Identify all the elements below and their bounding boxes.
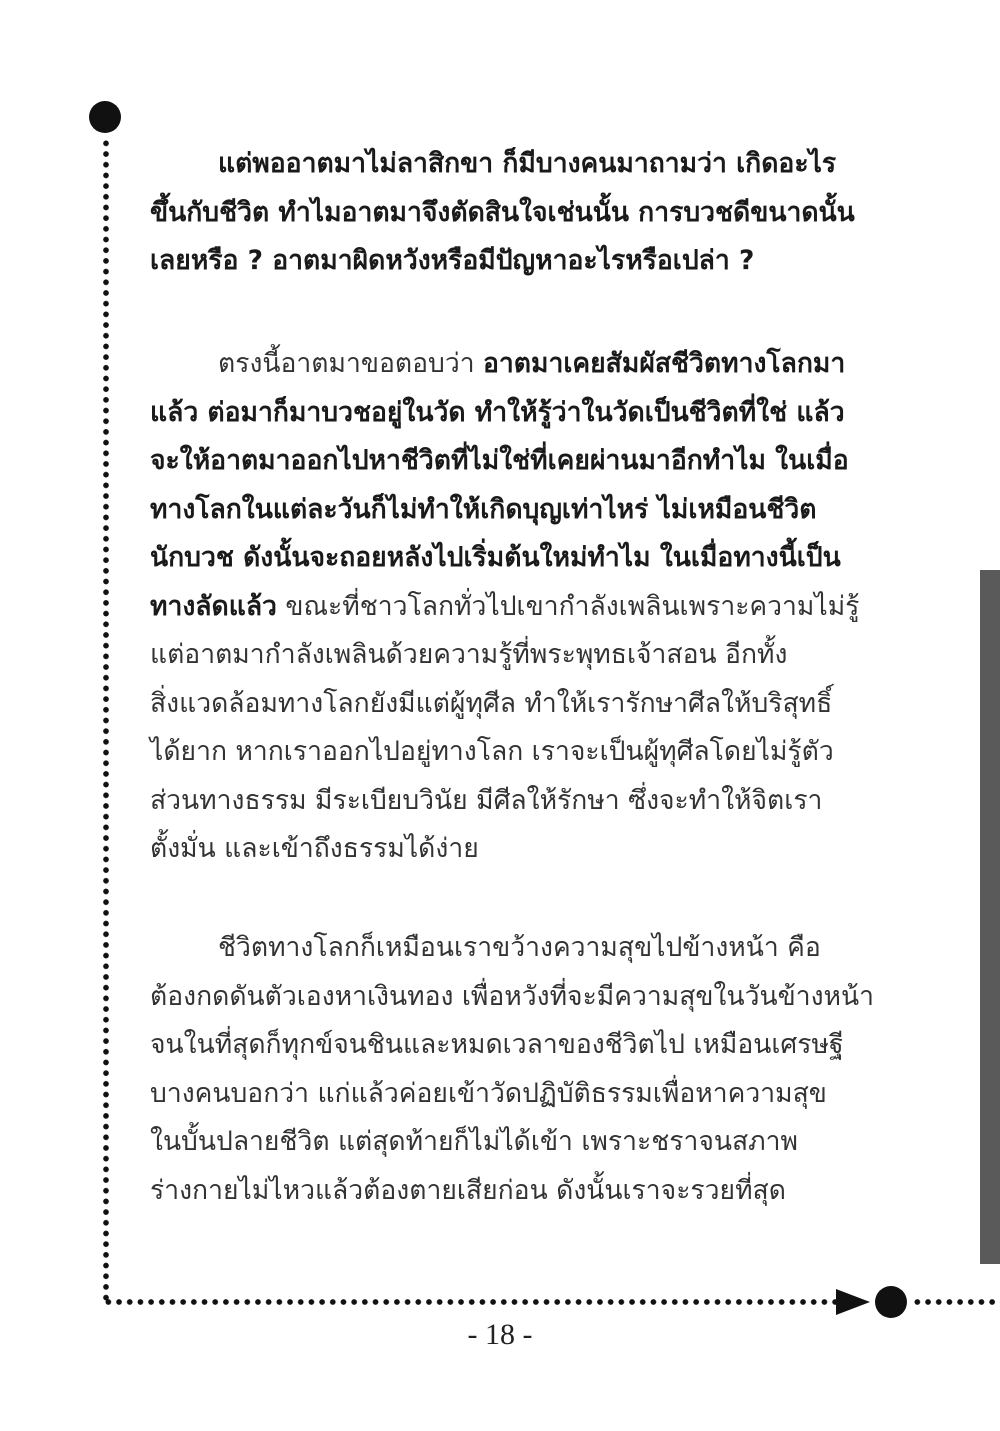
text-run-bold: ทางลัดแล้ว bbox=[150, 590, 277, 622]
text-line: บางคนบอกว่า แก่แล้วค่อยเข้าวัดปฏิบัติธรรมเพื่อหาความสุข bbox=[150, 1077, 827, 1109]
text-line: ต้องกดดันตัวเองหาเงินทอง เพื่อหวังที่จะมีความสุขในวันข้างหน้า bbox=[150, 980, 874, 1012]
text-line: แต่พออาตมาไม่ลาสิกขา ก็มีบางคนมาถามว่า เกิดอะไร bbox=[218, 148, 837, 179]
text-line: ทางโลกในแต่ละวันก็ไม่ทำให้เกิดบุญเท่าไหร่ ไม่เหมือนชีวิต bbox=[150, 493, 817, 525]
page-number: - 18 - bbox=[467, 1318, 533, 1351]
paragraph-3 bbox=[150, 924, 874, 1215]
text-line: ร่างกายไม่ไหวแล้วต้องตายเสียก่อน ดังนั้นเราจะรวยที่สุด bbox=[150, 1174, 786, 1206]
border-end-dot bbox=[875, 1286, 907, 1318]
text-line: แต่อาตมากำลังเพลินด้วยความรู้ที่พระพุทธเจ้าสอน อีกทั้ง bbox=[150, 639, 788, 670]
text-line: เลยหรือ ? อาตมาผิดหวังหรือมีปัญหาอะไรหรือเปล่า ? bbox=[150, 245, 755, 276]
text-line: แล้ว ต่อมาก็มาบวชอยู่ในวัด ทำให้รู้ว่าในวัดเป็นชีวิตที่ใช่ แล้ว bbox=[150, 396, 845, 428]
text-run: ขณะที่ชาวโลกทั่วไปเขากำลังเพลินเพราะความไม่รู้ bbox=[276, 590, 860, 622]
text-line bbox=[150, 583, 860, 632]
text-run-bold: อาตมาเคยสัมผัสชีวิตทางโลกมา bbox=[483, 348, 846, 379]
paragraph-2 bbox=[150, 340, 860, 874]
paragraph-1 bbox=[150, 140, 855, 286]
text-line: ชีวิตทางโลกก็เหมือนเราขว้างความสุขไปข้างหน้า คือ bbox=[218, 932, 821, 963]
text-line: ได้ยาก หากเราออกไปอยู่ทางโลก เราจะเป็นผู้ทุศีลโดยไม่รู้ตัว bbox=[150, 736, 834, 767]
page-edge-tab bbox=[980, 570, 1000, 1264]
dotted-border-horizontal bbox=[103, 1298, 838, 1306]
text-line: ส่วนทางธรรม มีระเบียบวินัย มีศีลให้รักษา ซึ่งจะทำให้จิตเรา bbox=[150, 784, 823, 816]
text-line: จนในที่สุดก็ทุกข์จนชินและหมดเวลาของชีวิตไป เหมือนเศรษฐี bbox=[150, 1029, 844, 1060]
dotted-border-vertical bbox=[103, 138, 109, 1303]
border-start-dot bbox=[89, 101, 121, 133]
text-line: จะให้อาตมาออกไปหาชีวิตที่ไม่ใช่ที่เคยผ่านมาอีกทำไม ในเมื่อ bbox=[150, 445, 849, 476]
arrow-right-icon bbox=[836, 1289, 870, 1315]
text-line: สิ่งแวดล้อมทางโลกยังมีแต่ผู้ทุศีล ทำให้เรารักษาศีลให้บริสุทธิ์ bbox=[150, 687, 833, 719]
text-line: ในบั้นปลายชีวิต แต่สุดท้ายก็ไม่ได้เข้า เพราะชราจนสภาพ bbox=[150, 1126, 798, 1157]
dotted-border-tail bbox=[912, 1298, 1000, 1306]
text-line: ขึ้นกับชีวิต ทำไมอาตมาจึงตัดสินใจเช่นนั้น การบวชดีขนาดนั้น bbox=[150, 196, 855, 228]
text-line: ตั้งมั่น และเข้าถึงธรรมได้ง่าย bbox=[150, 833, 479, 864]
text-line: นักบวช ดังนั้นจะถอยหลังไปเริ่มต้นใหม่ทำไม ในเมื่อทางนี้เป็น bbox=[150, 542, 841, 573]
text-line bbox=[150, 340, 850, 389]
text-run: ตรงนี้อาตมาขอตอบว่า bbox=[218, 348, 484, 379]
